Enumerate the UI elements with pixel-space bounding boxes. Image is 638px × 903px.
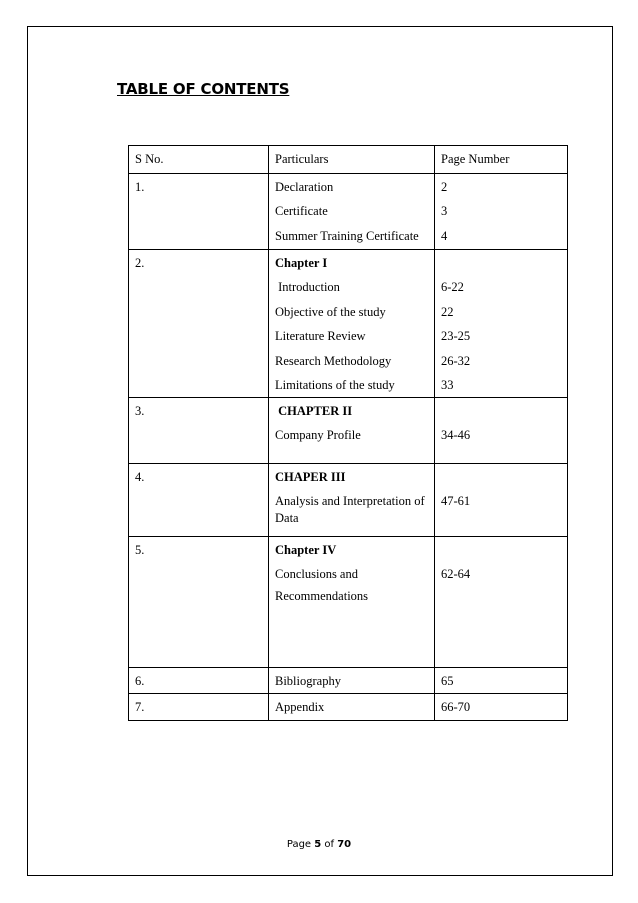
footer-current-page: 5: [314, 839, 322, 850]
row-pages: [435, 668, 568, 694]
row-sno: 2.: [129, 250, 269, 398]
page-ref: 4: [441, 228, 448, 243]
row-pages: [435, 537, 568, 668]
row-sno: 6.: [129, 668, 269, 694]
chapter-heading: CHAPTER II: [275, 404, 353, 418]
toc-entry: Limitations of the study: [275, 377, 395, 392]
footer-total-pages: 70: [337, 839, 352, 850]
page-ref: 33: [441, 377, 454, 392]
toc-entry-cont: Recommendations: [275, 588, 369, 603]
row-pages: [435, 694, 568, 721]
row-particulars: [269, 694, 435, 721]
table-row: [129, 174, 568, 250]
page-ref-empty: [441, 470, 561, 494]
row-pages: [435, 464, 568, 537]
page-ref: 26-32: [441, 353, 471, 368]
toc-entry: Literature Review: [275, 329, 366, 344]
toc-entry: Certificate: [275, 204, 328, 219]
page-ref: 2: [441, 180, 448, 194]
row-particulars: [269, 668, 435, 694]
page-ref: 62-64: [441, 567, 471, 582]
table-row: [129, 668, 568, 694]
toc-entry: Declaration: [275, 180, 334, 194]
toc-table: [128, 145, 568, 721]
row-pages: [435, 398, 568, 464]
page-ref: 22: [441, 304, 454, 319]
page-title: TABLE OF CONTENTS: [117, 80, 290, 98]
page-ref: 3: [441, 204, 448, 219]
row-sno: 7.: [129, 694, 269, 721]
row-sno: 5.: [129, 537, 269, 668]
header-sno: S No.: [129, 146, 269, 174]
toc-entry: Introduction: [275, 280, 340, 295]
row-particulars: [269, 464, 435, 537]
row-pages: [435, 174, 568, 250]
row-sno: 1.: [129, 174, 269, 250]
page-ref: 65: [441, 674, 454, 688]
row-particulars: [269, 250, 435, 398]
page-ref: 66-70: [441, 700, 471, 714]
toc-entry: Conclusions and: [275, 567, 358, 582]
header-particulars: Particulars: [269, 146, 435, 174]
table-row: [129, 398, 568, 464]
row-sno: 4.: [129, 464, 269, 537]
row-pages: [435, 250, 568, 398]
toc-entry: Analysis and Interpretation of: [275, 494, 425, 509]
chapter-heading: Chapter IV: [275, 543, 337, 557]
table-row: [129, 694, 568, 721]
toc-entry: Objective of the study: [275, 304, 386, 319]
row-particulars: [269, 398, 435, 464]
row-particulars: [269, 537, 435, 668]
toc-entry: Appendix: [275, 700, 325, 714]
table-header-row: [129, 146, 568, 174]
page-ref: 34-46: [441, 428, 471, 443]
header-page-number: Page Number: [435, 146, 568, 174]
toc-entry-cont: Data: [275, 511, 299, 526]
table-row: [129, 537, 568, 668]
page-footer: [0, 839, 638, 850]
row-sno: 3.: [129, 398, 269, 464]
chapter-heading: Chapter I: [275, 256, 328, 270]
page-ref-empty: [441, 256, 561, 280]
page-ref: 47-61: [441, 494, 471, 509]
footer-separator: of: [321, 839, 338, 850]
page-ref-empty: [441, 404, 561, 428]
chapter-heading: CHAPER III: [275, 470, 346, 484]
toc-entry: Research Methodology: [275, 353, 392, 368]
footer-prefix: Page: [286, 839, 315, 850]
page-ref-empty: [441, 543, 561, 567]
row-particulars: [269, 174, 435, 250]
table-row: [129, 464, 568, 537]
page-ref: 23-25: [441, 329, 471, 344]
page-ref: 6-22: [441, 280, 464, 295]
table-row: [129, 250, 568, 398]
toc-entry: Company Profile: [275, 428, 361, 443]
toc-entry: Summer Training Certificate: [275, 228, 419, 243]
toc-entry: Bibliography: [275, 674, 341, 688]
